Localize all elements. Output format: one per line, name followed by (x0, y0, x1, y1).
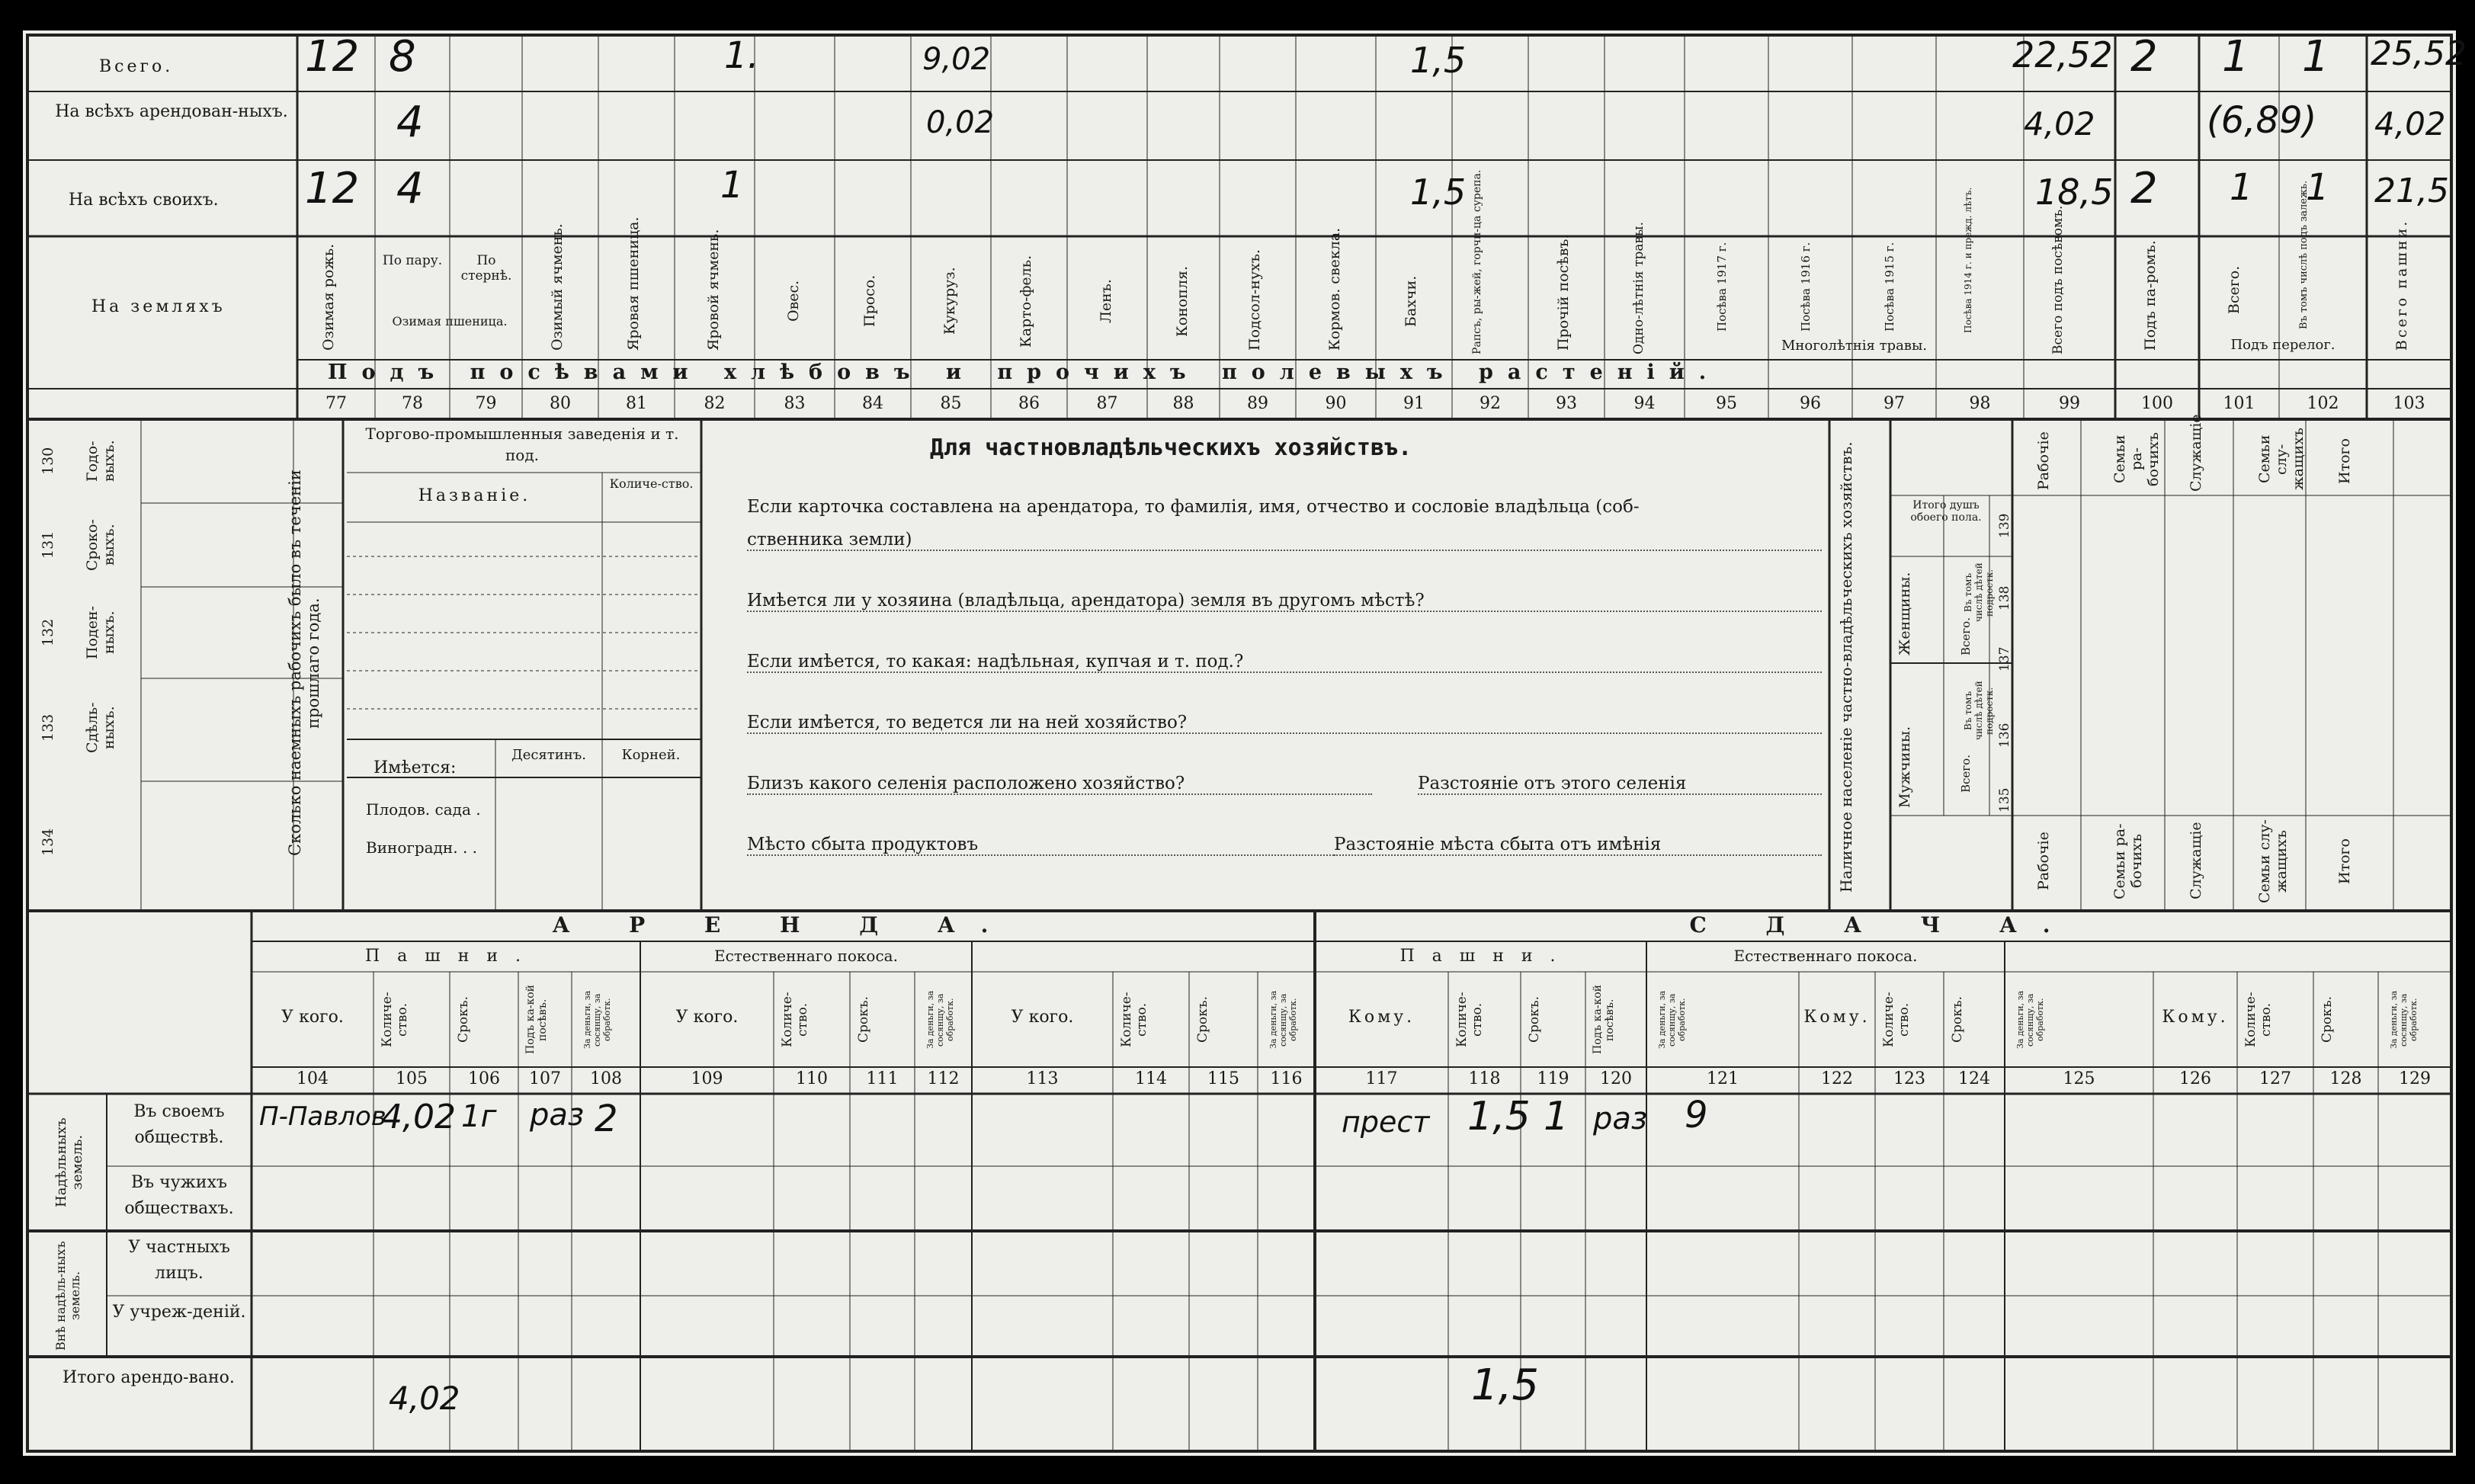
worker-families-top: Семьи ра-бочихъ (2111, 432, 2162, 486)
workers-top: Рабочіе (2035, 431, 2052, 491)
label-sdelnyh: Сдѣль-ныхъ. (84, 702, 117, 754)
bottom-header: Подъ ка-кой посѣвъ. (524, 985, 549, 1055)
crop-banner: Подъ посѣвами хлѣбовъ и прочихъ полевыхъ растеній. (328, 361, 1721, 384)
label-podennyh: Поден-ныхъ. (84, 605, 117, 660)
header-col-84: Просо. (861, 274, 878, 328)
bottom-col-num: 114 (1135, 1069, 1167, 1088)
row-label-total: Всего. (99, 57, 174, 76)
top-col-num: 90 (1325, 394, 1347, 413)
bottom-header: Срокъ. (456, 996, 471, 1043)
bottom-header: Срокъ. (856, 996, 871, 1043)
hw-own-sown: 18,5 (2035, 171, 2114, 213)
arenda-pashni: П а ш н и . (364, 947, 527, 966)
hw-rented-perelog: (6,89) (2207, 99, 2317, 142)
label-u-uchr: У учреж-деній. (112, 1303, 246, 1322)
bottom-header: Количе-ство. (1119, 992, 1149, 1048)
top-col-num: 88 (1172, 394, 1194, 413)
hw-total-zalezh: 1 (2302, 32, 2329, 82)
bottom-col-num: 108 (590, 1069, 622, 1088)
has-label: Имѣется: (373, 758, 457, 777)
num-133: 133 (40, 713, 56, 742)
bottom-col-num: 127 (2259, 1069, 2291, 1088)
top-col-num: 89 (1247, 394, 1268, 413)
hw-total-perelog: 1 (2222, 32, 2249, 82)
header-col-87: Ленъ. (1098, 279, 1114, 323)
hw-rent-qty: 4,02 (381, 1098, 456, 1136)
trade-title: Торгово-промышленныя заведенія и т. под. (365, 425, 679, 464)
worker-families-bottom: Семьи ра-бочихъ (2111, 823, 2145, 899)
header-col-98: Посѣва 1914 г. и прежд. лѣтъ. (1963, 187, 1973, 333)
total-souls: Итого душъ обоего пола. (1910, 499, 1982, 524)
top-col-num: 82 (704, 394, 726, 413)
hw-rented-sown: 4,02 (2024, 105, 2095, 143)
top-col-num: 80 (550, 394, 571, 413)
hw-rent-term: 1г (461, 1099, 497, 1134)
bottom-header: За деньги, за сосянщу, за обработк. (582, 990, 612, 1050)
num-137: 137 (1997, 646, 2012, 672)
num-139: 139 (1997, 513, 2012, 539)
men-children: Въ томъ числѣ дѣтей подростк. (1963, 681, 1995, 741)
bottom-col-num: 118 (1468, 1069, 1501, 1088)
header-col-99: Всего подъ посѣвомъ. (2050, 205, 2066, 354)
total-top: Итого (2336, 438, 2353, 484)
top-col-num: 83 (784, 394, 806, 413)
bottom-col-num: 113 (1026, 1069, 1059, 1088)
bottom-header: Срокъ. (1527, 996, 1542, 1043)
employees-top: Служащіе (2188, 414, 2204, 492)
bottom-header: За деньги, за сосянщу, за обработк. (2389, 990, 2419, 1050)
vineyard-label: Виноградн. . . (366, 838, 478, 857)
num-134: 134 (40, 828, 56, 857)
label-nadel: Надѣльныхъ земель. (53, 1117, 85, 1207)
hw-lease-pay: 9 (1685, 1094, 1708, 1136)
bottom-col-num: 107 (529, 1069, 561, 1088)
table-grid (23, 30, 2456, 1456)
header-col-83: Овес. (785, 280, 802, 322)
hw-lease-crop: раз (1593, 1101, 1648, 1136)
row-label-rented: На всѣхъ арендован-ныхъ. (55, 102, 288, 121)
trade-qty-header: Количе-ство. (609, 476, 694, 491)
bottom-header: Количе-ство. (1881, 992, 1912, 1048)
header-col-95: Посѣва 1917 г. (1715, 242, 1729, 332)
hw-rent-from: П-Павлов (259, 1101, 386, 1132)
bottom-header: Количе-ство. (2243, 992, 2274, 1048)
bottom-col-num: 119 (1537, 1069, 1569, 1088)
bottom-col-num: 110 (796, 1069, 828, 1088)
top-col-num: 96 (1800, 394, 1821, 413)
hw-rented-corn: 0,02 (926, 105, 995, 140)
bottom-header: Кому. (1803, 1008, 1871, 1027)
header-col-82: Яровой ячмень. (705, 229, 722, 351)
header-col-90: Кормов. свекла. (1326, 227, 1343, 351)
bottom-col-num: 109 (691, 1069, 723, 1088)
question-land-type: Если имѣется, то какая: надѣльная, купчая и т. под.? (747, 652, 1822, 673)
top-col-num: 78 (402, 394, 423, 413)
bottom-col-num: 129 (2399, 1069, 2431, 1088)
bottom-col-num: 116 (1270, 1069, 1303, 1088)
question-market: Мѣсто сбыта продуктовъ (747, 835, 1334, 856)
top-col-num: 102 (2307, 394, 2339, 413)
hw-total-rent-qty: 4,02 (389, 1380, 460, 1417)
bottom-header: За деньги, за сосянщу, за обработк. (2015, 990, 2045, 1050)
bottom-header: Кому. (2162, 1008, 2229, 1027)
header-col-79: По стернѣ. (460, 253, 512, 284)
women-label: Женщины. (1896, 572, 1913, 655)
label-godovyh: Годо-выхъ. (84, 440, 117, 482)
top-col-num: 101 (2223, 394, 2255, 413)
header-col-86: Карто-фель. (1018, 255, 1034, 348)
num-136: 136 (1997, 723, 2012, 748)
desyatin-header: Десятинъ. (511, 747, 586, 763)
bottom-col-num: 122 (1821, 1069, 1853, 1088)
employee-families-top: Семьи слу-жащихъ (2256, 428, 2307, 491)
sdacha-pokos: Естественнаго покоса. (1733, 947, 1918, 965)
label-itogo: Итого арендо-вано. (63, 1368, 235, 1387)
bottom-header: За деньги, за сосянщу, за обработк. (1268, 990, 1298, 1050)
arenda-pokos: Естественнаго покоса. (714, 947, 898, 965)
hw-total-lease-qty: 1,5 (1471, 1361, 1540, 1410)
top-col-num: 93 (1556, 394, 1577, 413)
hw-lease-term: 1 (1544, 1094, 1569, 1139)
sdacha-pashni: П а ш н и . (1399, 947, 1562, 966)
top-col-num: 87 (1096, 394, 1118, 413)
bottom-col-num: 121 (1707, 1069, 1739, 1088)
top-col-num: 86 (1018, 394, 1040, 413)
top-col-num: 85 (940, 394, 962, 413)
header-mnogolet: Многолѣтнія травы. (1781, 338, 1927, 354)
header-col-88: Конопля. (1174, 265, 1191, 337)
header-col-97: Посѣва 1915 г. (1883, 242, 1896, 332)
bottom-header: У кого. (281, 1008, 344, 1027)
workers-bottom: Рабочіе (2035, 832, 2052, 891)
label-vne-nadel: Внѣ надѣль-ныхъ земель. (53, 1241, 82, 1351)
men-total: Всего. (1959, 755, 1973, 793)
header-col-81: Яровая пшеница. (625, 216, 642, 351)
bottom-header: Кому. (1348, 1008, 1415, 1027)
bottom-header: Количе-ство. (1454, 992, 1485, 1048)
census-card (23, 30, 2467, 1456)
header-col-78: По пару. (382, 253, 443, 268)
men-label: Мужчины. (1896, 726, 1913, 808)
label-hired-workers: Сколько наемныхъ рабочихъ было въ теченіи прошлаго года. (286, 470, 322, 857)
num-138: 138 (1997, 585, 2012, 611)
top-col-num: 94 (1633, 394, 1656, 413)
bottom-header: За деньги, за сосянщу, за обработк. (1657, 990, 1687, 1050)
top-col-num: 91 (1403, 394, 1425, 413)
question-market-distance: Разстояніе мѣста сбыта отъ имѣнія (1334, 835, 1822, 856)
employees-bottom: Служащіе (2188, 822, 2204, 899)
label-v-svoem: Въ своемъ обществѣ. (133, 1102, 225, 1147)
hw-total-barley: 1. (724, 34, 759, 77)
top-col-num: 99 (2059, 394, 2080, 413)
employee-families-bottom: Семьи слу-жащихъ (2256, 819, 2290, 903)
roots-header: Корней. (621, 747, 681, 763)
question-village: Близъ какого селенія расположено хозяйство? (747, 774, 1372, 795)
hw-own-perelog: 1 (2230, 166, 2253, 209)
top-col-num: 84 (862, 394, 883, 413)
orchard-label: Плодов. сада . (366, 800, 481, 819)
hw-total-rye: 12 (305, 32, 360, 82)
top-col-num: 77 (325, 394, 347, 413)
hw-own-plough: 21,5 (2374, 171, 2449, 210)
bottom-header: Срокъ. (2320, 996, 2335, 1043)
hw-total-plough: 25,52 (2371, 34, 2467, 73)
private-farms-title: Для частновладѣльческихъ хозяйствъ. (930, 434, 1412, 461)
women-children: Въ томъ числѣ дѣтей подростк. (1963, 563, 1995, 623)
header-col-77: Озимая рожь. (320, 243, 337, 351)
bottom-col-num: 111 (866, 1069, 899, 1088)
header-col-91: Бахчи. (1403, 275, 1419, 327)
hw-total-sown: 22,52 (2012, 34, 2113, 75)
question-farming: Если имѣется, то ведется ли на ней хозяйство? (747, 713, 1822, 734)
row-label-own: На всѣхъ своихъ. (69, 191, 219, 210)
bottom-col-num: 123 (1893, 1069, 1925, 1088)
num-130: 130 (40, 447, 56, 476)
bottom-col-num: 112 (927, 1069, 960, 1088)
hw-own-zalezh: 1 (2306, 166, 2329, 209)
bottom-col-num: 128 (2329, 1069, 2362, 1088)
header-col-100: Подъ па-ромъ. (2142, 240, 2159, 351)
hw-rented-plough: 4,02 (2374, 105, 2446, 143)
header-col-94: Одно-лѣтнія травы. (1631, 222, 1646, 354)
bottom-header: Срокъ. (1195, 996, 1210, 1043)
hw-own-rye: 12 (305, 164, 360, 213)
header-ozimaya: Озимая пшеница. (392, 314, 508, 329)
bottom-header: Количе-ство. (380, 992, 410, 1048)
hw-lease-qty: 1,5 (1467, 1094, 1531, 1139)
hw-own-melons: 1,5 (1410, 171, 1467, 213)
header-col-93: Прочій посѣвъ. (1555, 234, 1572, 351)
bottom-col-num: 104 (297, 1069, 329, 1088)
header-col-92: Рапсъ, ры-жей, горчи-ца сурепа. (1471, 169, 1483, 354)
bottom-header: Подъ ка-кой посѣвъ. (1592, 985, 1616, 1055)
bottom-col-num: 106 (468, 1069, 500, 1088)
header-col-103: Всего пашни. (2393, 219, 2410, 351)
num-135: 135 (1997, 787, 2012, 813)
label-u-chast: У частныхъ лицъ. (128, 1238, 230, 1283)
header-col-89: Подсол-нухъ. (1246, 249, 1263, 351)
hw-total-fallow: 2 (2130, 32, 2158, 82)
bottom-col-num: 105 (396, 1069, 428, 1088)
trade-name-header: Названіе. (418, 486, 531, 505)
hw-total-winter-wheat: 8 (389, 32, 416, 82)
question-other-land: Имѣется ли у хозяина (владѣльца, арендатора) земля въ другомъ мѣстѣ? (747, 591, 1822, 612)
hw-total-melons: 1,5 (1410, 40, 1467, 81)
bottom-col-num: 117 (1365, 1069, 1398, 1088)
hw-total-corn: 9,02 (922, 42, 991, 77)
bottom-col-num: 124 (1958, 1069, 1990, 1088)
top-col-num: 98 (1969, 394, 1991, 413)
num-132: 132 (40, 618, 56, 647)
label-srokovyh: Сроко-выхъ. (84, 519, 117, 571)
label-v-chuzh: Въ чужихъ обществахъ. (124, 1173, 234, 1218)
top-col-num: 79 (475, 394, 497, 413)
hw-rented-winter-wheat: 4 (396, 98, 424, 147)
women-total: Всего. (1959, 617, 1973, 655)
population-title: Наличное населеніе частно-владѣльческихъ хозяйствъ. (1837, 441, 1855, 893)
bottom-header: Количе-ство. (780, 992, 810, 1048)
sdacha-title: С Д А Ч А. (1689, 912, 2076, 938)
hw-own-barley: 1 (720, 164, 744, 207)
top-col-num: 92 (1480, 394, 1501, 413)
bottom-header: У кого. (675, 1008, 739, 1027)
bottom-col-num: 120 (1600, 1069, 1632, 1088)
row-label-lands: На земляхъ (91, 297, 226, 316)
top-col-num: 100 (2141, 394, 2173, 413)
top-col-num: 97 (1884, 394, 1905, 413)
bottom-col-num: 125 (2063, 1069, 2095, 1088)
header-col-102: Въ томъ числѣ подъ залежь. (2298, 180, 2310, 329)
arenda-title: А Р Е Н Д А. (552, 912, 1015, 938)
bottom-col-num: 126 (2179, 1069, 2211, 1088)
question-owner-cont: ственника земли) (747, 530, 1822, 551)
header-col-96: Посѣва 1916 г. (1799, 242, 1813, 332)
bottom-header: У кого. (1011, 1008, 1074, 1027)
bottom-header: Срокъ. (1950, 996, 1965, 1043)
hw-rent-crop: раз (530, 1098, 585, 1133)
total-bottom: Итого (2336, 838, 2353, 884)
num-131: 131 (40, 530, 56, 559)
hw-own-fallow: 2 (2130, 164, 2158, 213)
header-col-101: Всего. (2226, 265, 2243, 314)
header-col-80: Озимый ячмень. (549, 223, 566, 351)
hw-own-winter-wheat: 4 (396, 164, 424, 213)
header-col-85: Кукуруз. (941, 267, 958, 335)
hw-rent-pay: 2 (595, 1098, 618, 1140)
header-perelog: Подъ перелог. (2230, 337, 2336, 353)
bottom-header: За деньги, за сосянщу, за обработк. (925, 990, 955, 1050)
hw-lease-to: прест (1342, 1105, 1430, 1139)
top-col-num: 81 (626, 394, 647, 413)
question-village-distance: Разстояніе отъ этого селенія (1418, 774, 1822, 795)
top-col-num: 95 (1716, 394, 1737, 413)
bottom-col-num: 115 (1207, 1069, 1239, 1088)
top-col-num: 103 (2393, 394, 2425, 413)
question-owner: Если карточка составлена на арендатора, то фамилія, имя, отчество и сословіе владѣльца (соб- (747, 497, 1640, 517)
